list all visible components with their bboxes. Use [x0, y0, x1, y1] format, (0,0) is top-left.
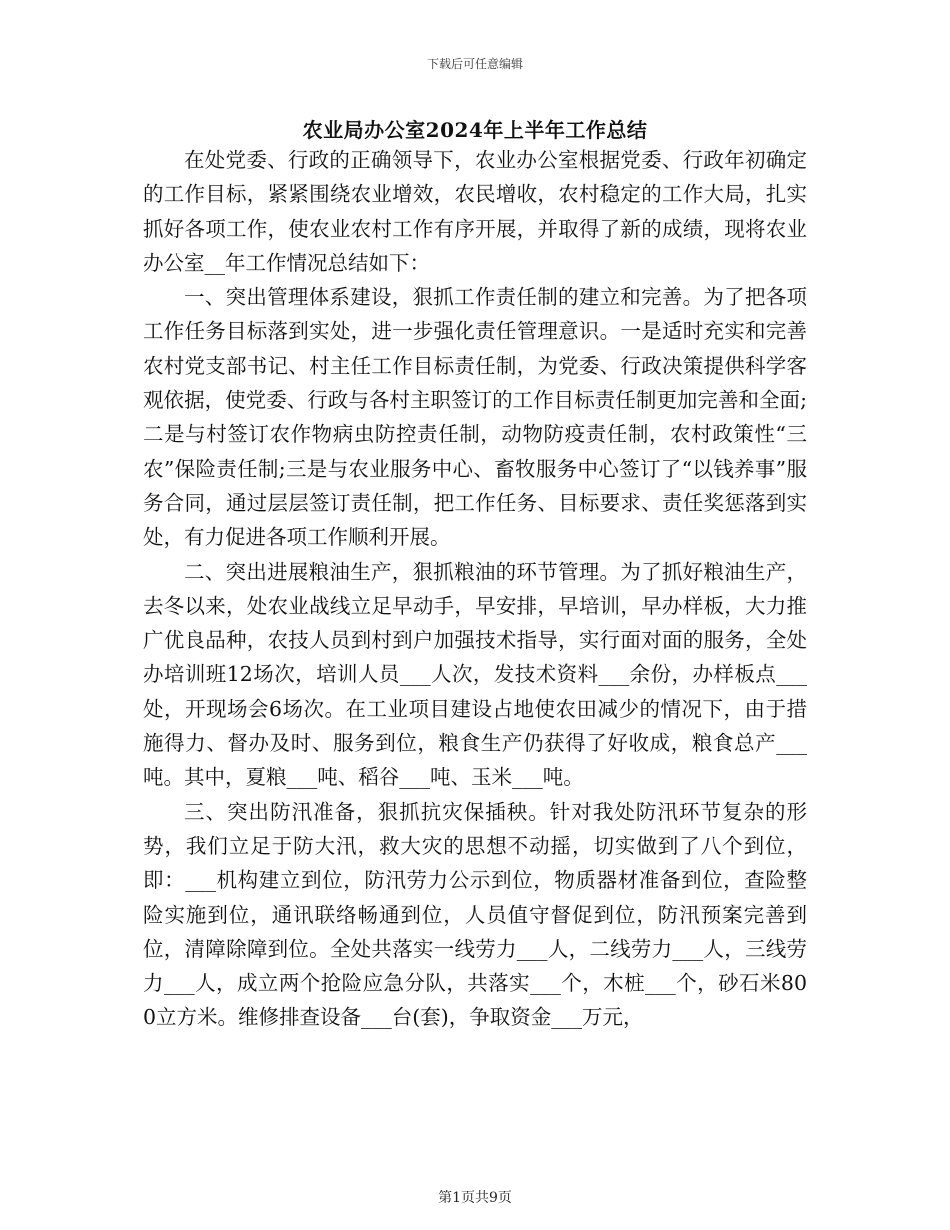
document-title: 农业局办公室2024年上半年工作总结 [302, 118, 648, 142]
paragraph-intro: 在处党委、行政的正确领导下，农业办公室根据党委、行政年初确定的工作目标，紧紧围绕农业增效，农民增收，农村稳定的工作大局，扎实抓好各项工作，使农业农村工作有序开展，并取得了新的成绩，现将农业办公室__年工作情况总结如下： [143, 148, 807, 275]
paragraph-management-system: 一、突出管理体系建设，狠抓工作责任制的建立和完善。为了把各项工作任务目标落到实处，进一步强化责任管理意识。一是适时充实和完善农村党支部书记、村主任工作目标责任制，为党委、行政决策提供科学客观依据，使党委、行政与各村主职签订的工作目标责任制更加完善和全面;二是与村签订农作物病虫防控责任制，动物防疫责任制，农村政策性“三农”保险责任制;三是与农业服务中心、畜牧服务中心签订了“以钱养事”服务合同，通过层层签订责任制，把工作任务、目标要求、责任奖惩落到实处，有力促进各项工作顺利开展。 [143, 285, 807, 550]
page-header-note: 下载后可任意编辑 [426, 57, 523, 71]
paragraph-flood-prevention: 三、突出防汛准备，狠抓抗灾保插秧。针对我处防汛环节复杂的形势，我们立足于防大汛，救大灾的思想不动摇，切实做到了八个到位，即：___机构建立到位，防汛劳力公示到位，物质器材准备到位，查险整险实施到位，通讯联络畅通到位，人员值守督促到位，防汛预案完善到位，清障除障到位。全处共落实一线劳力___人，二线劳力___人，三线劳力___人，成立两个抢险应急分队，共落实___个，木桩___个，砂石米800立方米。维修排查设备___台(套)，争取资金___万元， [143, 799, 807, 1030]
paragraph-grain-oil-production: 二、突出进展粮油生产，狠抓粮油的环节管理。为了抓好粮油生产，去冬以来，处农业战线立足早动手，早安排，早培训，早办样板，大力推广优良品种，农技人员到村到户加强技术指导，实行面对面的服务，全处办培训班12场次，培训人员___人次，发技术资料___余份，办样板点___处，开现场会6场次。在工业项目建设占地使农田减少的情况下，由于措施得力、督办及时、服务到位，粮食生产仍获得了好收成，粮食总产___吨。其中，夏粮___吨、稻谷___吨、玉米___吨。 [143, 559, 807, 790]
page-number-footer: 第1页共9页 [438, 1190, 512, 1206]
document-body [143, 143, 807, 1035]
